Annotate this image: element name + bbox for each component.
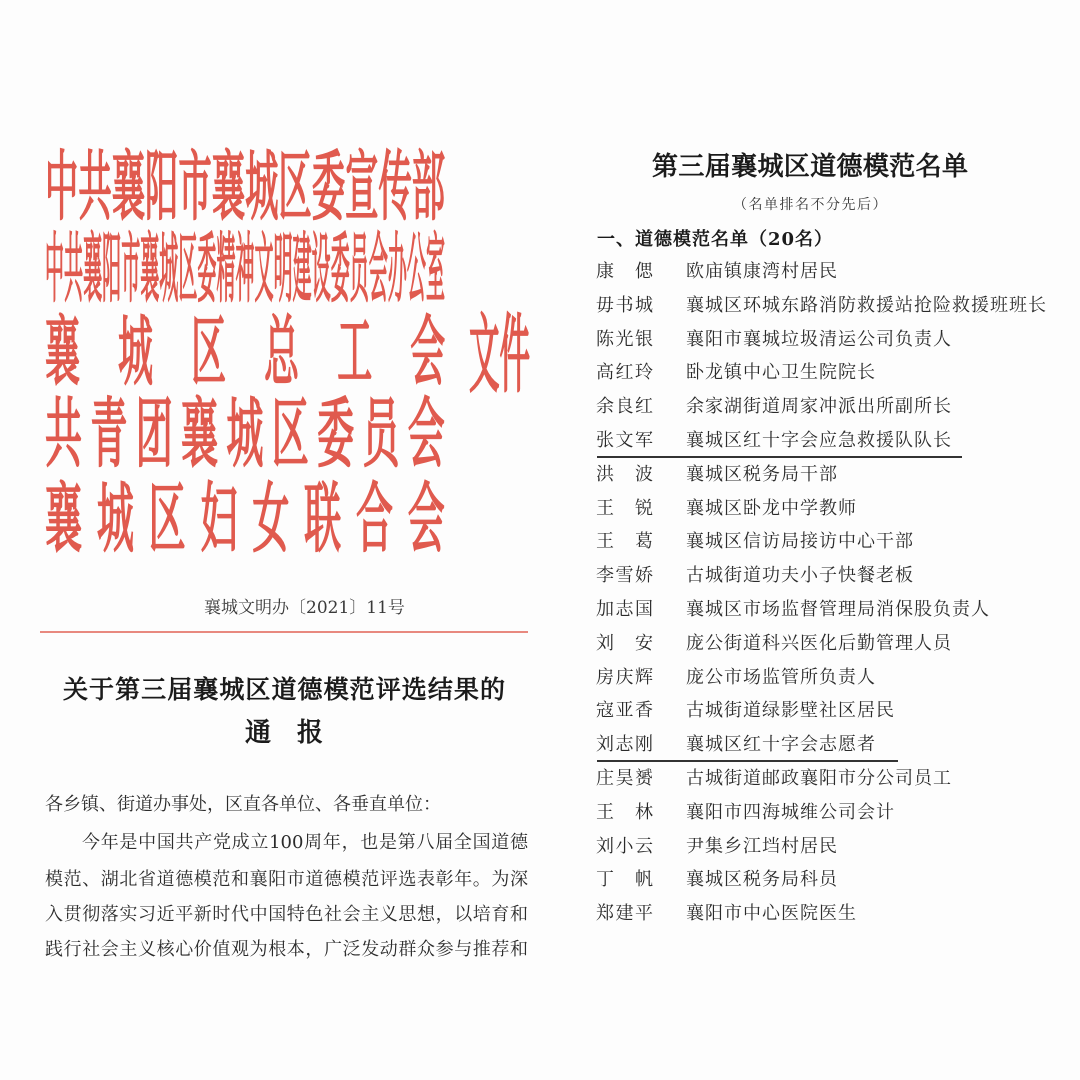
model-name: 刘小云 [596,835,653,857]
model-name: 加志国 [596,598,653,620]
model-name: 张文军 [596,429,653,451]
list-title: 第三届襄城区道德模范名单 [652,152,968,182]
red-divider-rule [40,631,528,633]
model-name: 余良红 [596,396,653,418]
body-line: 入贯彻落实习近平新时代中国特色社会主义思想，以培育和 [45,904,528,925]
list-item [596,599,1056,633]
list-item [596,768,1056,802]
model-name: 康 偲 [596,261,653,282]
list-item [596,869,1056,903]
model-name: 李雪娇 [596,565,653,587]
model-role: 襄城区环城东路消防救援站抢险救援班班长 [686,294,1047,316]
model-role: 尹集乡江垱村居民 [686,835,838,857]
model-role: 襄城区卧龙中学教师 [686,497,857,519]
model-name: 陈光银 [596,328,653,350]
list-item [596,734,1056,768]
letterhead-line-trade-union: 襄城区总工会 [45,306,446,396]
model-name: 庄昊赟 [596,767,653,789]
model-role: 庞公市场监管所负责人 [686,666,876,688]
model-role: 襄城区红十字会应急救援队队长 [686,429,952,451]
model-name: 王 锐 [596,497,653,519]
model-name: 房庆辉 [596,666,653,688]
model-role: 襄阳市襄城垃圾清运公司负责人 [686,328,952,350]
list-item [596,633,1056,667]
document-number: 襄城文明办〔2021〕11号 [204,598,405,618]
model-role: 襄城区红十字会志愿者 [686,734,876,756]
list-item [596,329,1056,363]
model-name: 王 葛 [596,531,653,553]
model-name: 王 林 [596,801,653,823]
model-name: 刘志刚 [596,734,653,756]
moral-model-list [596,261,1056,937]
model-role: 襄城区税务局干部 [686,463,838,485]
list-item [596,531,1056,565]
list-item [596,498,1056,532]
body-line: 践行社会主义核心价值观为根本，广泛发动群众参与推荐和 [45,939,528,960]
model-role: 庞公街道科兴医化后勤管理人员 [686,632,952,654]
model-name: 寇亚香 [596,700,653,722]
model-role: 襄城区信访局接访中心干部 [686,531,914,553]
model-role: 古城街道功夫小子快餐老板 [686,565,914,587]
letterhead-document-word: 文件 [469,304,531,406]
group-divider-line [597,456,962,458]
model-role: 卧龙镇中心卫生院院长 [686,362,876,384]
list-item [596,836,1056,870]
list-item [596,362,1056,396]
list-item [596,430,1056,464]
section-heading: 一、道德模范名单（20名） [597,229,834,250]
list-item [596,565,1056,599]
model-name: 毋书城 [596,294,653,316]
salutation: 各乡镇、街道办事处，区直各单位、各垂直单位： [45,794,441,815]
list-item [596,295,1056,329]
group-divider-line [597,760,898,762]
model-name: 高红玲 [596,362,653,384]
model-name: 洪 波 [596,463,653,485]
red-letterhead [0,0,560,580]
model-role: 古城街道邮政襄阳市分公司员工 [686,767,952,789]
list-item [596,396,1056,430]
model-role: 欧庙镇康湾村居民 [686,261,838,282]
list-item [596,464,1056,498]
letterhead-line-civilization-office: 中共襄阳市襄城区委精神文明建设委员会办公室 [45,225,446,315]
letterhead-line-youth-league: 共青团襄城区委员会 [45,390,445,480]
model-role: 襄城区市场监督管理局消保股负责人 [686,598,990,620]
model-role: 古城街道绿影壁社区居民 [686,700,895,722]
list-item [596,261,1056,295]
list-item [596,700,1056,734]
list-item [596,802,1056,836]
model-role: 余家湖街道周家冲派出所副所长 [686,396,952,418]
model-role: 襄阳市四海城维公司会计 [686,801,895,823]
model-role: 襄阳市中心医院医生 [686,903,857,925]
model-name: 刘 安 [596,632,653,654]
letterhead-line-womens-federation: 襄城区妇女联合会 [45,475,445,565]
letterhead-line-propaganda-dept: 中共襄阳市襄城区委宣传部 [45,141,446,232]
list-item [596,667,1056,701]
list-subtitle: （名单排名不分先后） [733,197,888,213]
notice-title-second-line: 通 报 [245,718,323,748]
model-name: 丁 帆 [596,869,653,891]
body-line: 模范、湖北省道德模范和襄阳市道德模范评选表彰年。为深 [45,869,528,890]
notice-title: 关于第三届襄城区道德模范评选结果的 [63,675,505,704]
model-role: 襄城区税务局科员 [686,869,838,891]
model-name: 郑建平 [596,903,653,925]
list-item [596,903,1056,937]
body-line: 今年是中国共产党成立100周年，也是第八届全国道德 [82,832,528,853]
